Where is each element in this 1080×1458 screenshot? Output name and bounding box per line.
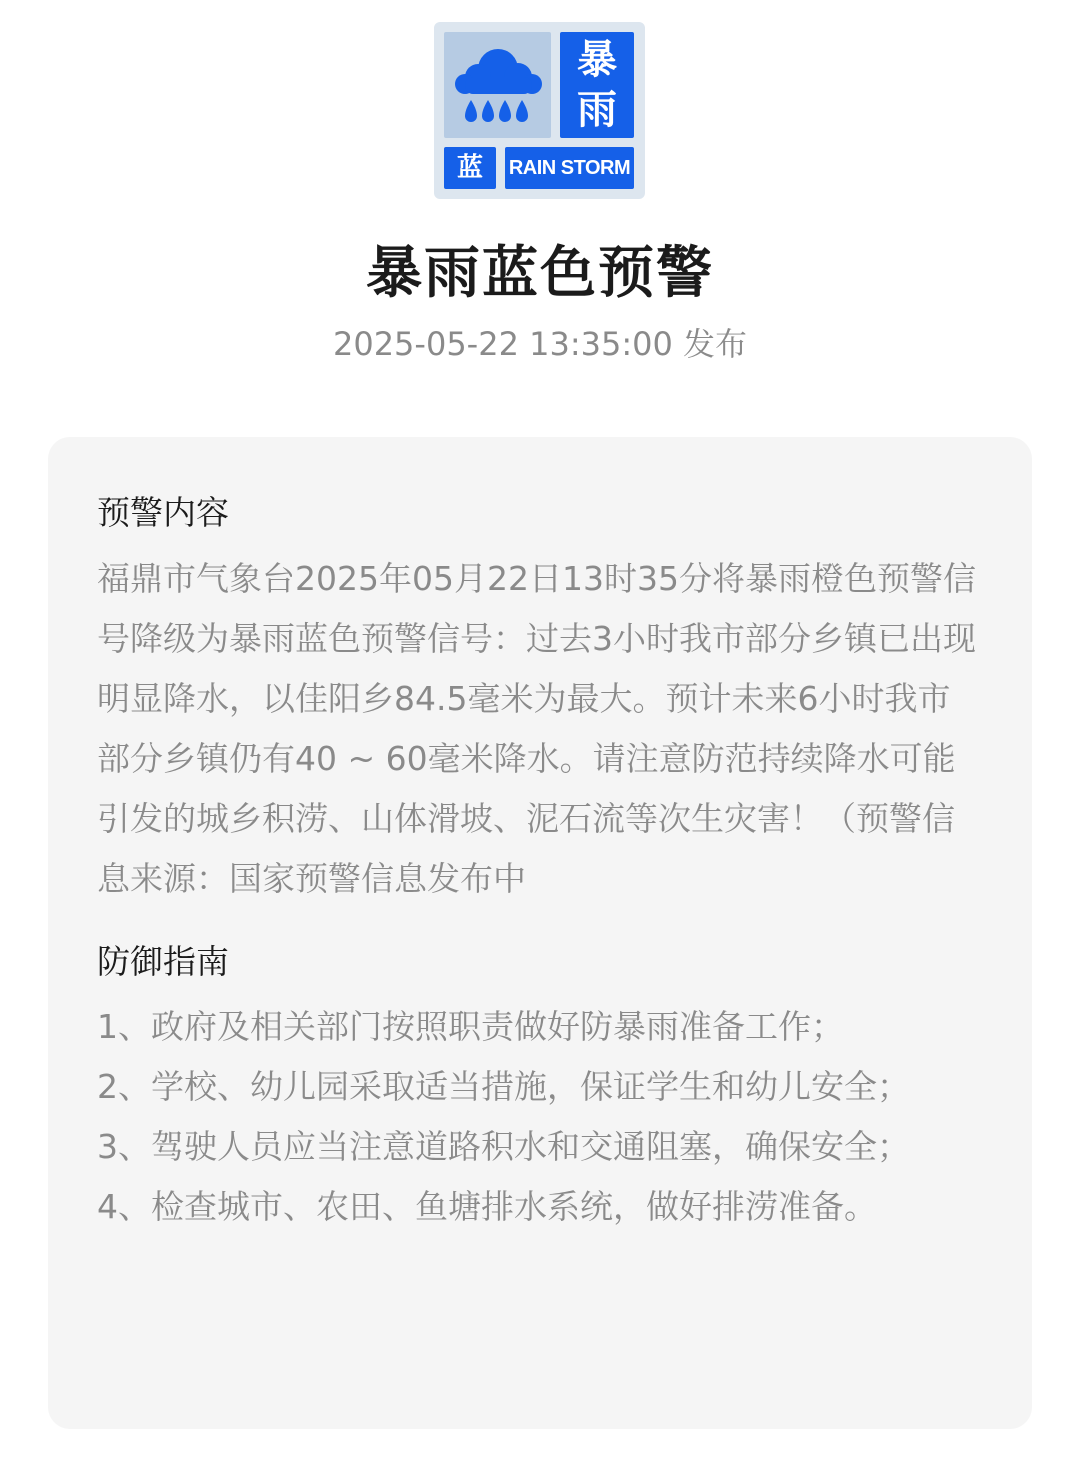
- warning-type-char-1: 暴: [577, 37, 617, 83]
- rainstorm-blue-warning-icon: [434, 22, 645, 199]
- list-item: 2、学校、幼儿园采取适当措施，保证学生和幼儿安全；: [97, 1067, 910, 1106]
- warning-detail-card: [48, 437, 1032, 1429]
- list-item: 3、驾驶人员应当注意道路积水和交通阻塞，确保安全；: [97, 1127, 910, 1166]
- publish-time: 2025-05-22 13:35:00 发布: [332, 325, 748, 363]
- warning-english-label: RAIN STORM: [505, 147, 634, 189]
- warning-level-label: 蓝: [444, 147, 496, 189]
- list-item: 1、政府及相关部门按照职责做好防暴雨准备工作；: [97, 1007, 844, 1046]
- defense-guide-heading: 防御指南: [97, 942, 229, 981]
- warning-content-heading: 预警内容: [97, 493, 229, 532]
- warning-type-label: [560, 32, 634, 138]
- rain-cloud-icon: [444, 32, 551, 138]
- warning-content-scroll[interactable]: [97, 549, 987, 924]
- list-item: 4、检查城市、农田、鱼塘排水系统，做好排涝准备。: [97, 1187, 877, 1226]
- defense-guide-list: [97, 997, 977, 1237]
- warning-content-text: 福鼎市气象台2025年05月22日13时35分将暴雨橙色预警信号降级为暴雨蓝色预警信号：过去3小时我市部分乡镇已出现明显降水，以佳阳乡84.5毫米为最大。预计未来6小时我市部分乡镇仍有40 ~ 60毫米降水。请注意防范持续降水可能引发的城乡积涝、山体滑坡、泥石流等次生灾害！（预警信息来源：国家预警信息发布中: [97, 559, 976, 898]
- page-title: 暴雨蓝色预警: [366, 241, 714, 306]
- warning-type-char-2: 雨: [577, 87, 617, 133]
